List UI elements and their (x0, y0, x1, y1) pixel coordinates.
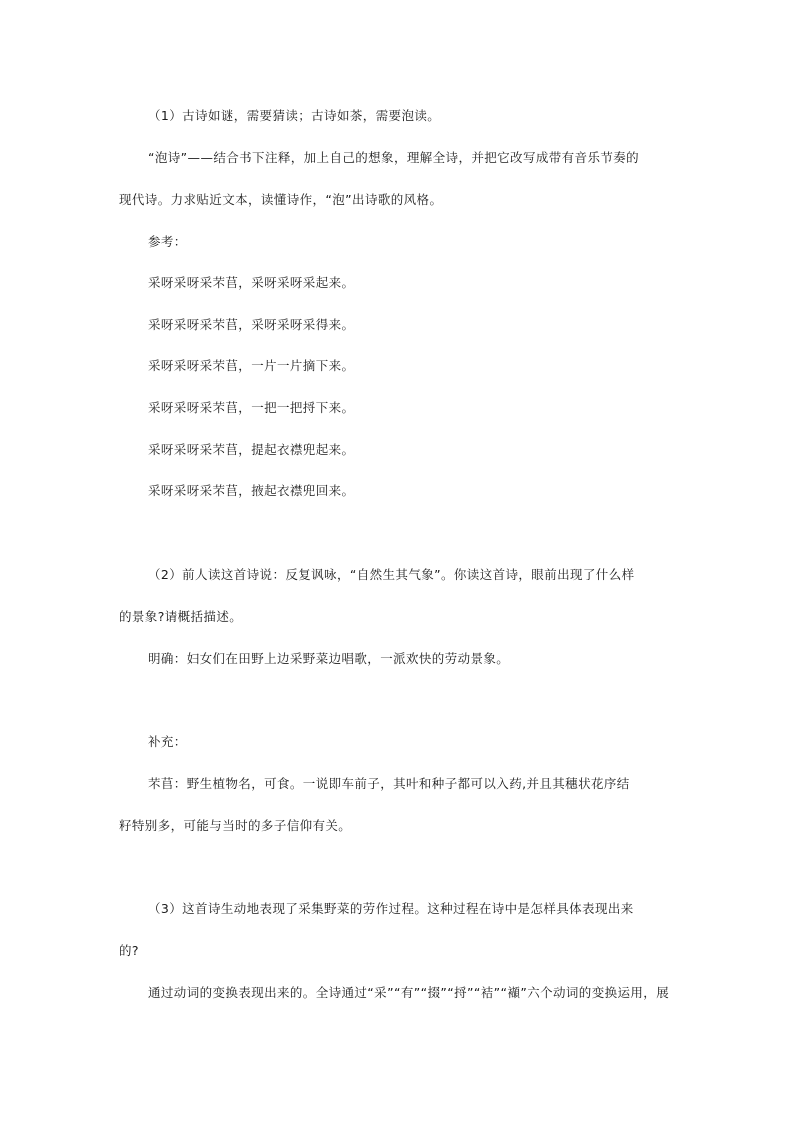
poem-line: 采呀采呀采芣苢，一片一片摘下来。 (148, 358, 355, 373)
poem-line: 采呀采呀采芣苢，掖起衣襟兜回来。 (148, 483, 355, 498)
poem-line: 采呀采呀采芣苢，采呀采呀采得来。 (148, 317, 355, 332)
answer-line: 明确：妇女们在田野上边采野菜边唱歌，一派欢快的劳动景象。 (148, 651, 510, 666)
supplement-label: 补充： (148, 734, 187, 749)
question-1-heading: （1）古诗如谜，需要猜读；古诗如茶，需要泡读。 (148, 108, 441, 123)
paragraph-line: 的? (119, 943, 139, 958)
paragraph-line: 的景象?请概括描述。 (119, 609, 243, 624)
supplement-line: 芣苢：野生植物名，可食。一说即车前子，其叶和种子都可以入药,并且其穗状花序结 (148, 776, 630, 791)
paragraph-line: 现代诗。力求贴近文本，读懂诗作，“泡”出诗歌的风格。 (119, 192, 443, 207)
reference-label: 参考： (148, 234, 187, 249)
poem-line: 采呀采呀采芣苢，一把一把捋下来。 (148, 400, 355, 415)
poem-line: 采呀采呀采芣苢，提起衣襟兜起来。 (148, 442, 355, 457)
supplement-line: 籽特别多，可能与当时的多子信仰有关。 (119, 818, 352, 833)
question-2-heading: （2）前人读这首诗说：反复讽咏，“自然生其气象”。你读这首诗，眼前出现了什么样 (148, 567, 635, 582)
paragraph-line: “泡诗”——结合书下注释，加上自己的想象，理解全诗，并把它改写成带有音乐节奏的 (148, 150, 640, 165)
answer-line: 通过动词的变换表现出来的。全诗通过“采”“有”“掇”“捋”“袺”“襭”六个动词的变换运用，展 (148, 985, 670, 1000)
poem-line: 采呀采呀采芣苢，采呀采呀采起来。 (148, 275, 355, 290)
question-3-heading: （3）这首诗生动地表现了采集野菜的劳作过程。这种过程在诗中是怎样具体表现出来 (148, 901, 634, 916)
